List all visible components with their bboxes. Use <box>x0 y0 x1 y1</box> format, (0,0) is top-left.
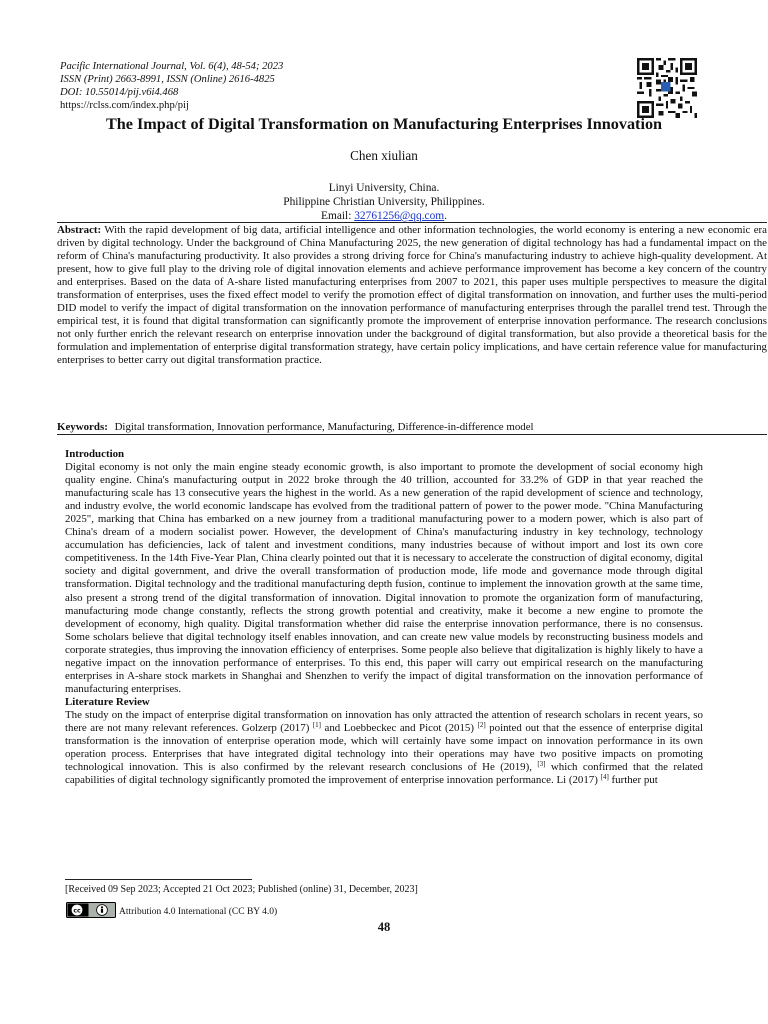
abstract-text: With the rapid development of big data, artificial intelligence and other information technologies, the world economy is entering a new economic era driven by digital technology. Under the background of China Manufacturing 2025, the new generation of digital technology has had a fundamental impact on the reform of China's manufacturing productivity. It also provides a strong driving force for China's manufacturing industry to achieve high-quality development. At present, how to give full play to the driving role of digital innovation elements and achieve performance improvement has become a key concern of the country and enterprises. Based on the data of A-share listed manufacturing enterprises from 2007 to 2021, this paper uses multiple perspectives to measure the digital transformation of enterprises, uses the fixed effect model to verify the promotion effect of digital transformation on innovation, and further uses the multi-period DID model to verify the impact of digital transformation on the innovation performance of manufacturing enterprises through the parallel trend test. Through the empirical test, it is found that digital transformation can significantly promote the improvement of enterprise innovation performance. The research conclusions not only further enrich the relevant research on enterprise innovation under the background of digital transformation, but also provide a theoretical basis for the formulation and implementation of enterprise digital transformation strategy, have certain policy implications, and have certain reference value for manufacturing enterprises to better carry out digital transformation practice. <box>57 224 767 367</box>
email-line <box>0 209 768 223</box>
journal-url[interactable]: https://rclss.com/index.php/pij <box>60 100 189 111</box>
keywords-label: Keywords: <box>57 421 108 433</box>
paper-body <box>65 448 703 787</box>
introduction-heading: Introduction <box>65 448 125 460</box>
footnote-rule <box>65 879 252 880</box>
keywords <box>57 421 767 434</box>
abstract <box>57 224 767 368</box>
page-number: 48 <box>377 920 391 934</box>
keywords-text: Digital transformation, Innovation performance, Manufacturing, Difference-in-difference model <box>114 421 534 433</box>
literature-text: The study on the impact of enterprise digital transformation on innovation has only attracted the attention of research scholars in recent years, so there are not many relevant references. Golzerp (2017) <box>65 708 703 734</box>
license-text: Attribution 4.0 International (CC BY 4.0) <box>119 907 278 917</box>
citation-ref[interactable]: [4] <box>600 773 609 782</box>
literature-text: pointed out that the essence of enterprise digital transformation is the innovation of enterprise operation mode, which will certainly have some impact on innovation performance in its own operation process. Enterprises that have integrated digital technology into their operations may have two positive impacts on promoting technological innovation. This is also confirmed by the relevant research conclusions of He (2019), <box>65 721 704 774</box>
paper-title: The Impact of Digital Transformation on Manufacturing Enterprises Innovation <box>105 115 663 133</box>
literature-text: further put <box>608 774 658 787</box>
journal-issn: ISSN (Print) 2663-8991, ISSN (Online) 2616-4825 <box>60 74 275 85</box>
literature-text: which confirmed that the related capabilities of digital technology significantly promoted the improvement of enterprise innovation performance. Li (2017) <box>65 761 703 787</box>
literature-paragraph <box>65 709 703 787</box>
received-dates: [Received 09 Sep 2023; Accepted 21 Oct 2023; Published (online) 31, December, 2023] <box>65 884 418 895</box>
journal-doi: DOI: 10.55014/pij.v6i4.468 <box>60 87 179 98</box>
affiliation-block <box>0 181 768 223</box>
svg-text:cc: cc <box>73 907 81 915</box>
citation-ref[interactable]: [1] <box>312 720 321 729</box>
citation-ref[interactable]: [3] <box>537 760 546 769</box>
affiliation-line: Philippine Christian University, Philippines. <box>283 196 485 208</box>
literature-heading: Literature Review <box>65 695 150 708</box>
author-name: Chen xiulian <box>350 148 418 163</box>
cc-by-license-icon[interactable] <box>66 902 116 918</box>
email-link[interactable]: 32761256@qq.com <box>354 210 445 222</box>
literature-text: and Loebbeckec and Picot (2015) <box>321 721 478 734</box>
abstract-bottom-rule <box>57 434 767 435</box>
journal-header <box>60 60 283 112</box>
email-label: Email: <box>321 210 352 222</box>
citation-ref[interactable]: [2] <box>477 720 486 729</box>
qr-code-icon <box>637 58 697 118</box>
journal-citation: Pacific International Journal, Vol. 6(4), 48-54; 2023 <box>60 61 284 72</box>
abstract-top-rule <box>57 222 767 223</box>
affiliation-line: Linyi University, China. <box>328 182 440 194</box>
abstract-label: Abstract: <box>57 224 102 236</box>
introduction-paragraph: Digital economy is not only the main engine steady economic growth, is also important to promote the development of social economy high quality engine. China's manufacturing output in 2022 broke through the 40 trillion, accounted for 33.2% of GDP in that year reached the manufacturing scale has 13 consecutive years the highest in the world. As a new generation of the rapid development of science and technology, and industry evolve, the world economic landscape has evolved from the traditional pattern of power to the power mode. "China Manufacturing 2025", marking that China has embarked on a new journey from a traditional manufacturing power to a modern power, which is also part of China's dream of a modern socialist power. However, the development of China's manufacturing industry in key technology, technology accumulation has deficiencies, lack of talent and investment conditions, many industries because of without import and lost its own core competitiveness. In the 14th Five-Year Plan, China clearly pointed out that it is necessary to accelerate the construction of digital economy, digital society and digital government, and drive the overall transformation of production mode, life mode and governance mode through digital transformation. Digital technology and the traditional manufacturing depth fusion, continue to implement the innovation growth at the same time, also present a strong trend of the digital transformation of innovation. Digital innovation to promote the organization form of manufacturing, manufacturing mode change constantly, reflects the strong growth potential and creativity, make it become a new engine to promote the development of economy, high quality. Digital transformation whether did raise the enterprise innovation performance, there is no consensus. Some scholars believe that digital technology itself enables innovation, and can create new value models by reconstructing business models and corporate strategies, thus improving the innovation efficiency of enterprises. Some people also believe that digitalization is highly likely to have a negative impact on the innovation performance of enterprises. To this end, this paper will carry out empirical research on the manufacturing enterprises in A-share stock markets in Shanghai and Shenzhen to verify the impact of digital transformation on the innovation performance of manufacturing enterprises. <box>65 461 703 695</box>
email-suffix: . <box>444 210 447 222</box>
